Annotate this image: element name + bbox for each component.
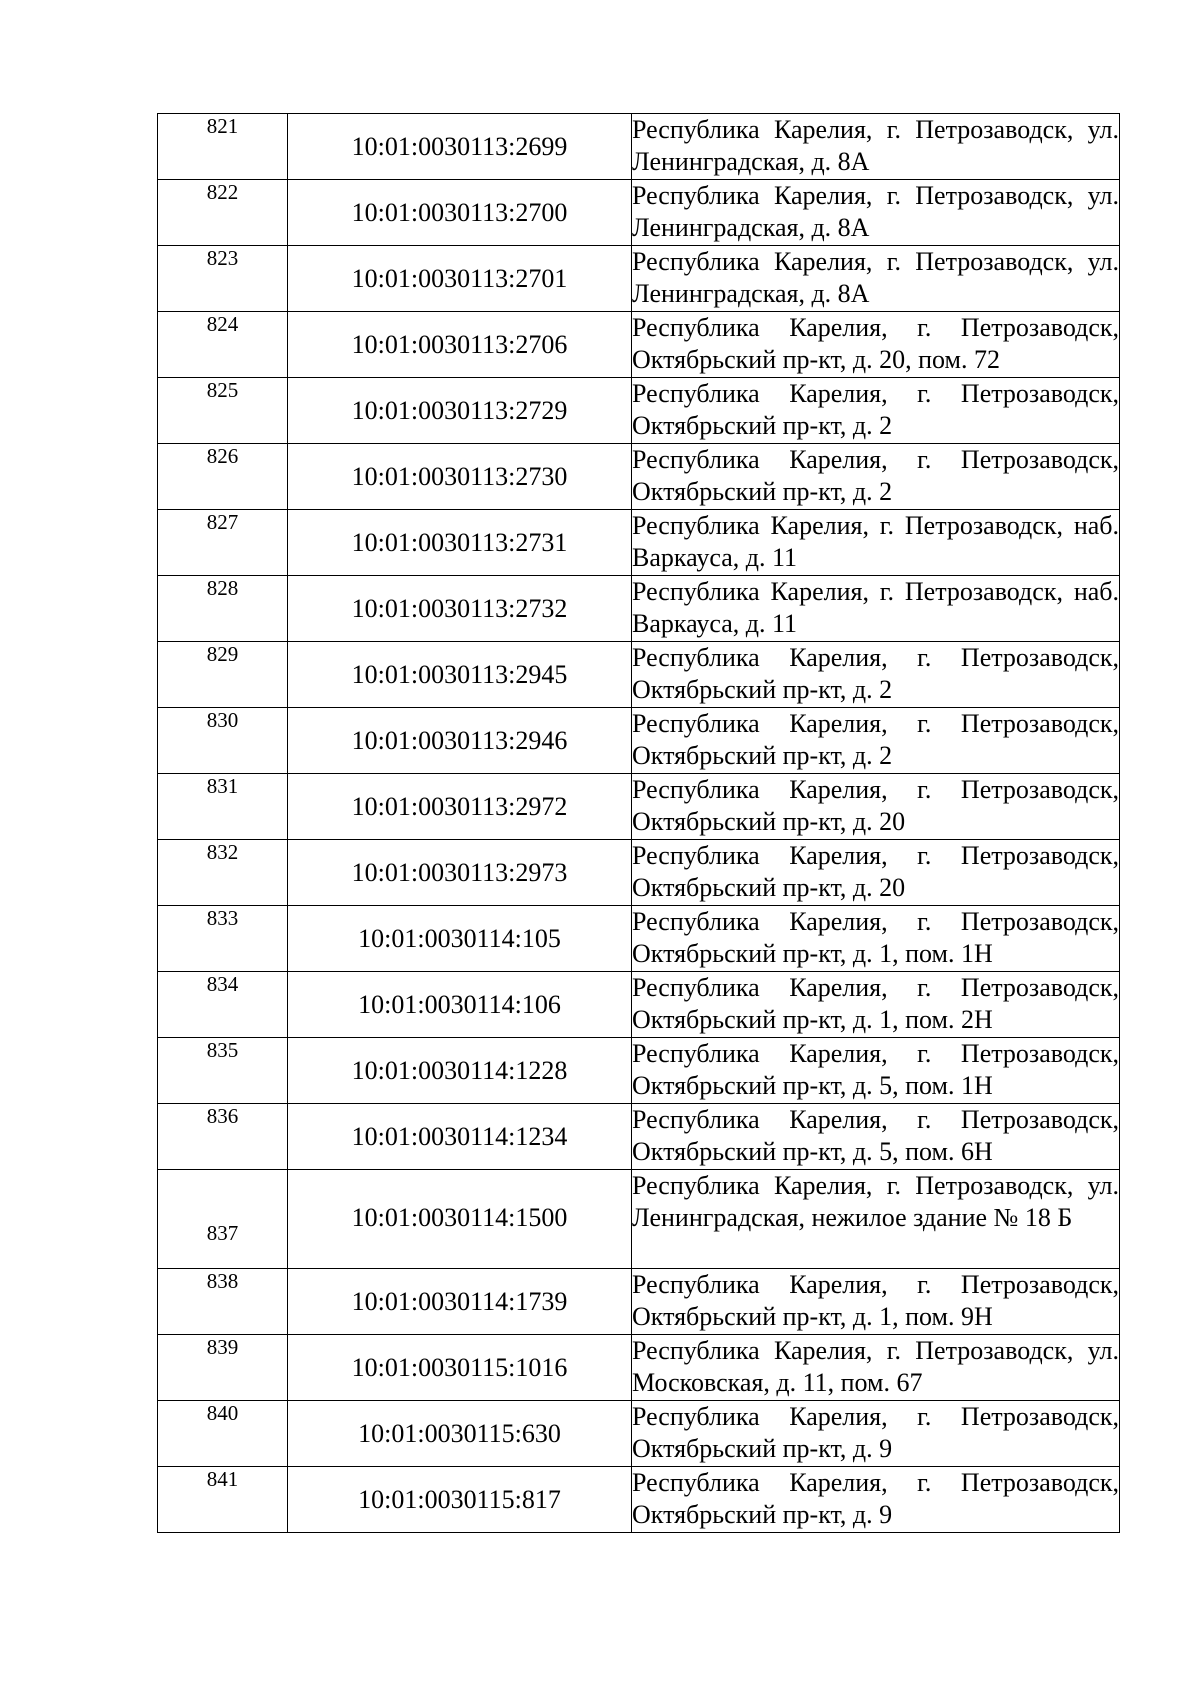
table-row — [158, 1269, 1120, 1335]
table-row — [158, 1401, 1120, 1467]
table-row — [158, 906, 1120, 972]
table-row — [158, 576, 1120, 642]
row-number-cell: 837 — [158, 1170, 288, 1269]
address-cell: Республика Карелия, г. Петрозаводск, ул. Ленинградская, нежилое здание № 18 Б — [632, 1170, 1120, 1269]
row-number-cell: 822 — [158, 180, 288, 246]
address-cell: Республика Карелия, г. Петрозаводск, Октябрьский пр-кт, д. 20 — [632, 774, 1120, 840]
table-row — [158, 774, 1120, 840]
table-row — [158, 1467, 1120, 1533]
row-number-cell: 831 — [158, 774, 288, 840]
table-row — [158, 642, 1120, 708]
address-cell: Республика Карелия, г. Петрозаводск, Октябрьский пр-кт, д. 5, пом. 1Н — [632, 1038, 1120, 1104]
address-cell: Республика Карелия, г. Петрозаводск, Октябрьский пр-кт, д. 2 — [632, 708, 1120, 774]
table-row — [158, 840, 1120, 906]
address-cell: Республика Карелия, г. Петрозаводск, ул. Ленинградская, д. 8А — [632, 114, 1120, 180]
row-number-cell: 826 — [158, 444, 288, 510]
address-cell: Республика Карелия, г. Петрозаводск, Октябрьский пр-кт, д. 5, пом. 6Н — [632, 1104, 1120, 1170]
cadastral-number-cell: 10:01:0030113:2730 — [288, 444, 632, 510]
cadastral-number-cell: 10:01:0030114:1234 — [288, 1104, 632, 1170]
row-number-cell: 828 — [158, 576, 288, 642]
row-number-cell: 827 — [158, 510, 288, 576]
cadastral-number-cell: 10:01:0030113:2706 — [288, 312, 632, 378]
cadastral-number-cell: 10:01:0030113:2973 — [288, 840, 632, 906]
cadastral-number-cell: 10:01:0030114:105 — [288, 906, 632, 972]
table-row — [158, 972, 1120, 1038]
table-row — [158, 114, 1120, 180]
cadastral-number-cell: 10:01:0030113:2946 — [288, 708, 632, 774]
cadastral-number-cell: 10:01:0030113:2701 — [288, 246, 632, 312]
row-number-cell: 834 — [158, 972, 288, 1038]
row-number-cell: 833 — [158, 906, 288, 972]
cadastral-number-cell: 10:01:0030113:2700 — [288, 180, 632, 246]
address-cell: Республика Карелия, г. Петрозаводск, Октябрьский пр-кт, д. 2 — [632, 378, 1120, 444]
table-row — [158, 1038, 1120, 1104]
row-number-cell: 838 — [158, 1269, 288, 1335]
row-number-cell: 832 — [158, 840, 288, 906]
address-cell: Республика Карелия, г. Петрозаводск, Октябрьский пр-кт, д. 2 — [632, 642, 1120, 708]
row-number-cell: 830 — [158, 708, 288, 774]
table-row — [158, 444, 1120, 510]
cadastral-number-cell: 10:01:0030115:1016 — [288, 1335, 632, 1401]
row-number-cell: 840 — [158, 1401, 288, 1467]
cadastral-number-cell: 10:01:0030115:817 — [288, 1467, 632, 1533]
cadastral-number-cell: 10:01:0030113:2699 — [288, 114, 632, 180]
cadastral-number-cell: 10:01:0030114:1500 — [288, 1170, 632, 1269]
row-number-cell: 836 — [158, 1104, 288, 1170]
row-number-cell: 841 — [158, 1467, 288, 1533]
address-cell: Республика Карелия, г. Петрозаводск, Октябрьский пр-кт, д. 1, пом. 1Н — [632, 906, 1120, 972]
address-cell: Республика Карелия, г. Петрозаводск, ул. Ленинградская, д. 8А — [632, 180, 1120, 246]
address-cell: Республика Карелия, г. Петрозаводск, ул. Московская, д. 11, пом. 67 — [632, 1335, 1120, 1401]
table-row — [158, 1170, 1120, 1269]
table-row — [158, 510, 1120, 576]
row-number-cell: 821 — [158, 114, 288, 180]
table-row — [158, 378, 1120, 444]
table-row — [158, 180, 1120, 246]
table-row — [158, 1335, 1120, 1401]
cadastral-number-cell: 10:01:0030113:2972 — [288, 774, 632, 840]
row-number-cell: 825 — [158, 378, 288, 444]
cadastral-number-cell: 10:01:0030114:1228 — [288, 1038, 632, 1104]
row-number-cell: 835 — [158, 1038, 288, 1104]
table-body — [158, 114, 1120, 1533]
row-number-cell: 823 — [158, 246, 288, 312]
cadastral-number-cell: 10:01:0030113:2729 — [288, 378, 632, 444]
cadastral-number-cell: 10:01:0030115:630 — [288, 1401, 632, 1467]
address-cell: Республика Карелия, г. Петрозаводск, ул. Ленинградская, д. 8А — [632, 246, 1120, 312]
cadastral-number-cell: 10:01:0030114:106 — [288, 972, 632, 1038]
cadastral-number-cell: 10:01:0030113:2945 — [288, 642, 632, 708]
address-cell: Республика Карелия, г. Петрозаводск, Октябрьский пр-кт, д. 20, пом. 72 — [632, 312, 1120, 378]
property-registry-table — [157, 113, 1120, 1533]
address-cell: Республика Карелия, г. Петрозаводск, Октябрьский пр-кт, д. 9 — [632, 1467, 1120, 1533]
table-row — [158, 708, 1120, 774]
table-row — [158, 246, 1120, 312]
row-number-cell: 829 — [158, 642, 288, 708]
row-number-cell: 839 — [158, 1335, 288, 1401]
table-row — [158, 1104, 1120, 1170]
row-number-cell: 824 — [158, 312, 288, 378]
cadastral-number-cell: 10:01:0030113:2731 — [288, 510, 632, 576]
cadastral-number-cell: 10:01:0030113:2732 — [288, 576, 632, 642]
address-cell: Республика Карелия, г. Петрозаводск, наб. Варкауса, д. 11 — [632, 576, 1120, 642]
address-cell: Республика Карелия, г. Петрозаводск, наб. Варкауса, д. 11 — [632, 510, 1120, 576]
address-cell: Республика Карелия, г. Петрозаводск, Октябрьский пр-кт, д. 1, пом. 2Н — [632, 972, 1120, 1038]
address-cell: Республика Карелия, г. Петрозаводск, Октябрьский пр-кт, д. 1, пом. 9Н — [632, 1269, 1120, 1335]
address-cell: Республика Карелия, г. Петрозаводск, Октябрьский пр-кт, д. 9 — [632, 1401, 1120, 1467]
table-row — [158, 312, 1120, 378]
cadastral-number-cell: 10:01:0030114:1739 — [288, 1269, 632, 1335]
address-cell: Республика Карелия, г. Петрозаводск, Октябрьский пр-кт, д. 2 — [632, 444, 1120, 510]
address-cell: Республика Карелия, г. Петрозаводск, Октябрьский пр-кт, д. 20 — [632, 840, 1120, 906]
